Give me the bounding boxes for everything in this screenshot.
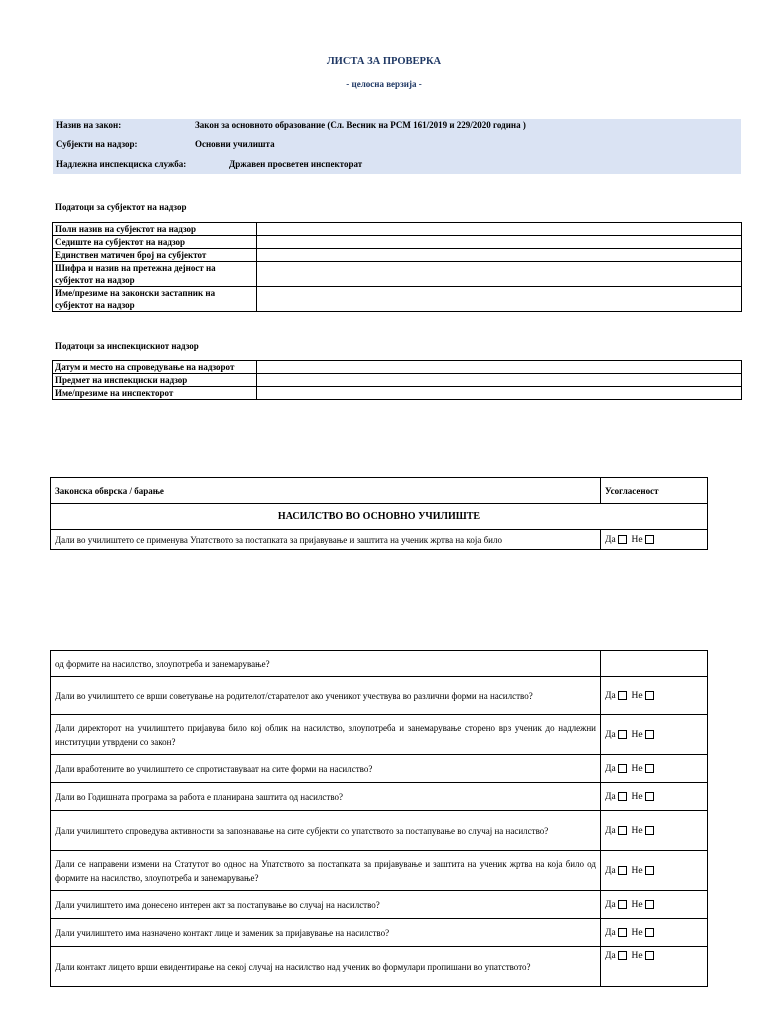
no-label: Не xyxy=(631,865,643,876)
question-text: Дали училиштето има донесено интерен акт за постапување во случај на насилство? xyxy=(51,891,601,919)
table-row xyxy=(51,811,708,851)
yes-checkbox[interactable] xyxy=(618,730,627,739)
subject-row-value[interactable] xyxy=(257,236,742,249)
table-row xyxy=(51,891,708,919)
question-text: Дали контакт лицето врши евидентирање на секој случај на насилство над ученик во формулари пропишани во упатството? xyxy=(51,947,601,987)
yes-checkbox[interactable] xyxy=(618,900,627,909)
question-text: од формите на насилство, злоупотреба и занемарување? xyxy=(51,651,601,677)
table-row xyxy=(53,287,742,312)
no-checkbox[interactable] xyxy=(645,900,654,909)
subject-row-value[interactable] xyxy=(257,223,742,236)
inspection-row-label: Датум и место на спроведување на надзорот xyxy=(53,361,257,374)
table-row xyxy=(51,530,708,550)
obligation-header: Законска обврска / барање xyxy=(51,478,601,504)
yes-checkbox[interactable] xyxy=(618,535,627,544)
question-text: Дали во училиштето се применува Упатството за постапката за пријавување и заштита на ученик жртва на која било xyxy=(51,530,601,550)
checklist-table-bottom xyxy=(50,650,708,987)
no-checkbox[interactable] xyxy=(645,928,654,937)
no-checkbox[interactable] xyxy=(645,535,654,544)
no-checkbox[interactable] xyxy=(645,764,654,773)
subject-table xyxy=(52,222,742,312)
no-label: Не xyxy=(631,534,643,545)
subjects-value: Основни училишта xyxy=(195,139,275,149)
inspection-row-value[interactable] xyxy=(257,374,742,387)
subject-row-label: Единствен матичен број на субјектот xyxy=(53,249,257,262)
yes-no-choice[interactable] xyxy=(601,530,708,550)
yes-no-choice[interactable] xyxy=(601,783,708,811)
yes-no-choice[interactable] xyxy=(601,715,708,755)
subject-row-value[interactable] xyxy=(257,249,742,262)
yes-label: Да xyxy=(605,791,616,802)
question-text: Дали во училиштето се врши советување на родителот/старателот ако ученикот учествува во различни форми на насилство? xyxy=(51,677,601,715)
yes-no-choice[interactable] xyxy=(601,891,708,919)
yes-checkbox[interactable] xyxy=(618,764,627,773)
yes-label: Да xyxy=(605,534,616,545)
yes-label: Да xyxy=(605,763,616,774)
question-text: Дали директорот на училиштето пријавува било кој облик на насилство, злоупотреба и занемарување сторено врз ученик до надлежни институции утврдени со закон? xyxy=(51,715,601,755)
subject-row-label: Седиште на субјектот на надзор xyxy=(53,236,257,249)
subjects-row xyxy=(56,139,275,149)
subject-row-value[interactable] xyxy=(257,262,742,287)
table-row xyxy=(51,851,708,891)
table-row xyxy=(51,919,708,947)
yes-checkbox[interactable] xyxy=(618,826,627,835)
no-label: Не xyxy=(631,763,643,774)
subjects-label: Субјекти на надзор: xyxy=(56,139,138,149)
yes-no-choice[interactable] xyxy=(601,919,708,947)
inspection-section-heading: Податоци за инспекцискиот надзор xyxy=(55,341,199,351)
table-row xyxy=(53,223,742,236)
yes-label: Да xyxy=(605,825,616,836)
yes-checkbox[interactable] xyxy=(618,792,627,801)
empty-cell xyxy=(601,651,708,677)
no-label: Не xyxy=(631,951,643,961)
question-text: Дали училиштето спроведува активности за запознавање на сите субјекти со упатството за постапување во случај на насилство? xyxy=(51,811,601,851)
inspection-row-label: Име/презиме на инспекторот xyxy=(53,387,257,400)
law-value: Закон за основното образование (Сл. Весник на РСМ 161/2019 и 229/2020 година ) xyxy=(195,120,526,130)
no-checkbox[interactable] xyxy=(645,792,654,801)
table-row xyxy=(51,651,708,677)
no-label: Не xyxy=(631,791,643,802)
yes-checkbox[interactable] xyxy=(618,866,627,875)
question-text: Дали во Годишната програма за работа е планирана заштита од насилство? xyxy=(51,783,601,811)
service-label: Надлежна инспекциска служба: xyxy=(56,159,187,169)
table-row xyxy=(51,783,708,811)
table-row xyxy=(51,478,708,504)
table-row xyxy=(51,677,708,715)
no-checkbox[interactable] xyxy=(645,730,654,739)
table-row xyxy=(53,387,742,400)
yes-checkbox[interactable] xyxy=(618,928,627,937)
subject-row-label: Име/презиме на законски застапник на субјектот на надзор xyxy=(53,287,257,312)
yes-label: Да xyxy=(605,927,616,938)
table-row xyxy=(53,374,742,387)
yes-label: Да xyxy=(605,729,616,740)
table-row xyxy=(53,262,742,287)
yes-label: Да xyxy=(605,951,616,961)
inspection-row-value[interactable] xyxy=(257,361,742,374)
yes-no-choice[interactable] xyxy=(601,677,708,715)
no-label: Не xyxy=(631,825,643,836)
subject-row-label: Шифра и назив на претежна дејност на субјектот на надзор xyxy=(53,262,257,287)
question-text: Дали вработените во училиштето се спротиставуваат на сите форми на насилство? xyxy=(51,755,601,783)
checklist-table-top xyxy=(50,477,708,550)
no-checkbox[interactable] xyxy=(645,951,654,960)
question-text: Дали се направени измени на Статутот во однос на Упатството за постапката за пријавување и заштита на ученик жртва на која било од формите на насилство, злоупотреба и занемарување? xyxy=(51,851,601,891)
yes-no-choice[interactable] xyxy=(601,851,708,891)
yes-no-choice[interactable] xyxy=(601,755,708,783)
no-label: Не xyxy=(631,927,643,938)
table-row xyxy=(51,504,708,530)
no-checkbox[interactable] xyxy=(645,826,654,835)
no-label: Не xyxy=(631,729,643,740)
inspection-row-label: Предмет на инспекциски надзор xyxy=(53,374,257,387)
service-row xyxy=(56,159,362,169)
no-checkbox[interactable] xyxy=(645,691,654,700)
page-subtitle: - целосна верзија - xyxy=(346,79,422,89)
yes-checkbox[interactable] xyxy=(618,951,627,960)
law-info-box xyxy=(53,119,741,174)
table-row xyxy=(51,947,708,987)
inspection-row-value[interactable] xyxy=(257,387,742,400)
table-row xyxy=(51,715,708,755)
inspection-table xyxy=(52,360,742,400)
yes-label: Да xyxy=(605,690,616,701)
table-row xyxy=(53,249,742,262)
table-row xyxy=(53,361,742,374)
page-title: ЛИСТА ЗА ПРОВЕРКА xyxy=(326,56,442,67)
no-label: Не xyxy=(631,899,643,910)
table-row xyxy=(53,236,742,249)
question-text: Дали училиштето има назначено контакт лице и заменик за пријавување на насилство? xyxy=(51,919,601,947)
service-value: Државен просветен инспекторат xyxy=(229,159,363,169)
yes-label: Да xyxy=(605,899,616,910)
yes-no-choice[interactable] xyxy=(601,811,708,851)
no-label: Не xyxy=(631,690,643,701)
subject-row-label: Полн назив на субјектот на надзор xyxy=(53,223,257,236)
section-title: НАСИЛСТВО ВО ОСНОВНО УЧИЛИШТЕ xyxy=(51,504,708,530)
subject-section-heading: Податоци за субјектот на надзор xyxy=(55,202,187,212)
no-checkbox[interactable] xyxy=(645,866,654,875)
subject-row-value[interactable] xyxy=(257,287,742,312)
law-row xyxy=(56,120,526,130)
law-label: Назив на закон: xyxy=(56,120,122,130)
yes-label: Да xyxy=(605,865,616,876)
yes-checkbox[interactable] xyxy=(618,691,627,700)
yes-no-choice[interactable] xyxy=(601,947,708,987)
table-row xyxy=(51,755,708,783)
compliance-header: Усогласеност xyxy=(601,478,708,504)
